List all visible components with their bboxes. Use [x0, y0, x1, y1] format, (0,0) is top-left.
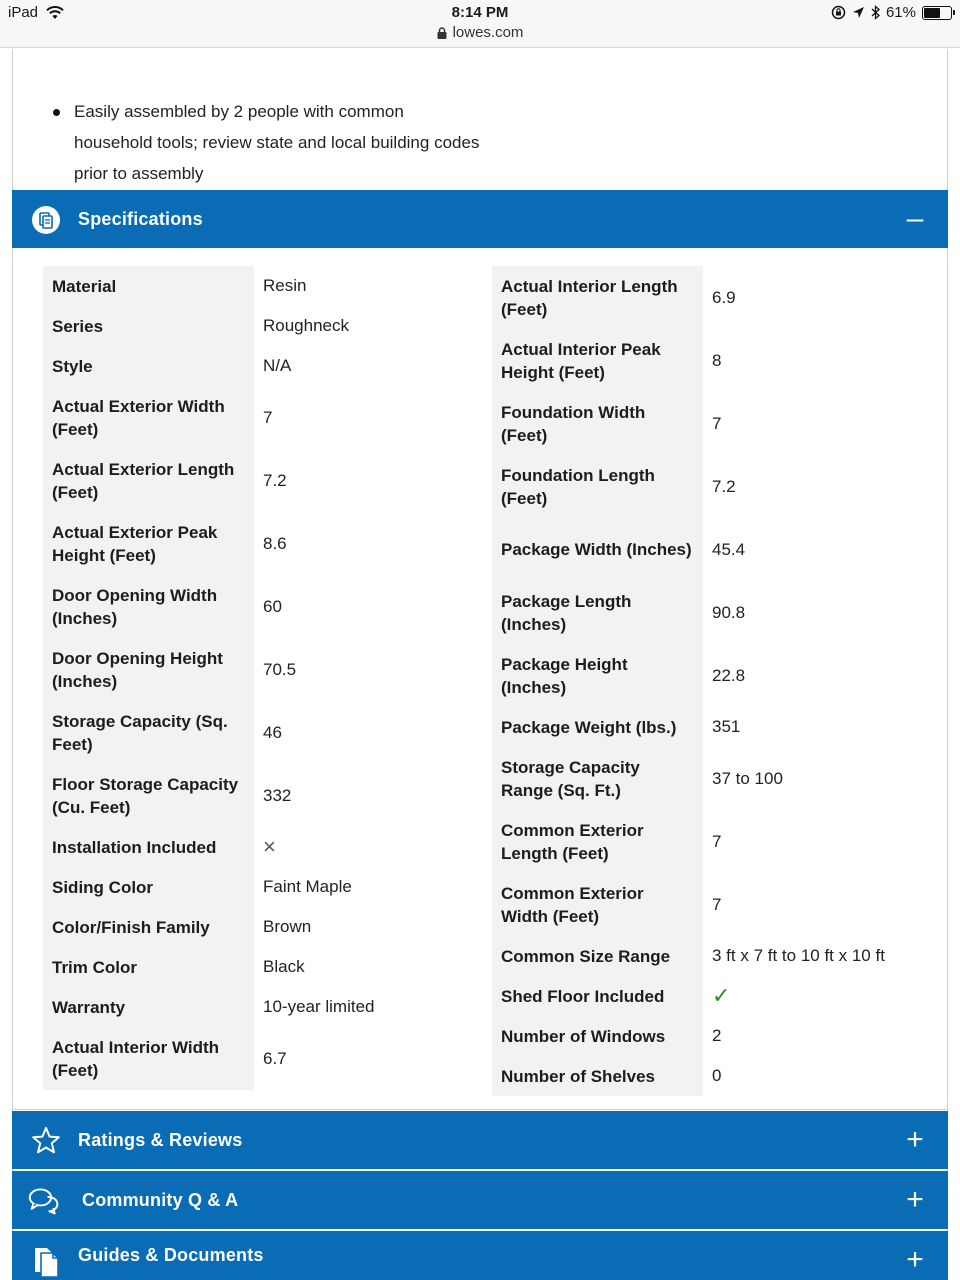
spec-value — [703, 392, 946, 455]
spec-value — [254, 701, 497, 764]
spec-label: Common Exterior Width (Feet) — [492, 873, 703, 936]
spec-label: Material — [43, 266, 254, 306]
spec-label: Actual Exterior Length (Feet) — [43, 449, 254, 512]
spec-value — [254, 449, 497, 512]
spec-label: Package Length (Inches) — [492, 581, 703, 644]
clock: 8:14 PM — [451, 4, 509, 21]
spec-row — [43, 638, 497, 701]
status-center — [0, 4, 960, 44]
spec-value-text: 46 — [263, 722, 282, 742]
spec-label: Door Opening Width (Inches) — [43, 575, 254, 638]
spec-value-text: 90.8 — [712, 602, 746, 622]
spec-row — [43, 266, 497, 306]
spec-value-text: Black — [263, 957, 305, 976]
community-qa-header[interactable] — [12, 1171, 948, 1229]
checkmark-icon: ✓ — [712, 983, 731, 1008]
spec-label: Shed Floor Included — [492, 976, 703, 1016]
spec-value-text: Resin — [263, 276, 307, 295]
spec-value — [703, 455, 946, 518]
expand-toggle[interactable]: + — [906, 1183, 924, 1216]
spec-value-text: Faint Maple — [263, 877, 352, 896]
spec-label: Floor Storage Capacity (Cu. Feet) — [43, 764, 254, 827]
spec-value-text: 3 ft x 7 ft to 10 ft x 10 ft — [712, 946, 885, 965]
spec-value-text: 7 — [712, 894, 722, 914]
spec-table-right — [492, 266, 946, 1096]
spec-value-text: 2 — [712, 1026, 722, 1045]
spec-row — [492, 1016, 946, 1056]
spec-value — [703, 329, 946, 392]
spec-label: Series — [43, 306, 254, 346]
spec-label: Common Size Range — [492, 936, 703, 976]
specifications-icon — [30, 204, 62, 236]
lock-icon — [437, 27, 447, 39]
spec-row — [492, 707, 946, 747]
specifications-header[interactable] — [12, 190, 948, 248]
spec-value-text: 7.2 — [712, 476, 736, 496]
guides-documents-header[interactable] — [12, 1231, 948, 1280]
spec-value — [254, 575, 497, 638]
spec-label: Common Exterior Length (Feet) — [492, 810, 703, 873]
spec-value — [254, 764, 497, 827]
star-icon — [30, 1125, 62, 1157]
spec-label: Style — [43, 346, 254, 386]
spec-label: Number of Windows — [492, 1016, 703, 1056]
device-name: iPad — [8, 4, 39, 21]
spec-row — [43, 701, 497, 764]
spec-label: Siding Color — [43, 867, 254, 907]
spec-row — [492, 581, 946, 644]
spec-row — [492, 1056, 946, 1096]
spec-label: Actual Interior Length (Feet) — [492, 266, 703, 329]
spec-row — [43, 947, 497, 987]
battery-icon — [922, 6, 952, 20]
spec-value-text: 7 — [263, 407, 273, 427]
spec-row — [492, 810, 946, 873]
spec-row — [492, 873, 946, 936]
spec-value — [703, 518, 946, 581]
spec-value-text: 60 — [263, 596, 282, 616]
ratings-reviews-header[interactable] — [12, 1111, 948, 1169]
specifications-title: Specifications — [78, 208, 203, 229]
spec-value — [703, 810, 946, 873]
location-icon — [852, 6, 865, 19]
spec-value — [254, 512, 497, 575]
spec-label: Actual Interior Peak Height (Feet) — [492, 329, 703, 392]
spec-label: Actual Exterior Peak Height (Feet) — [43, 512, 254, 575]
spec-row — [492, 455, 946, 518]
spec-value — [254, 638, 497, 701]
spec-value-text: Brown — [263, 917, 312, 936]
spec-value — [254, 386, 497, 449]
spec-row — [43, 575, 497, 638]
spec-table-left — [43, 266, 497, 1090]
community-qa-title: Community Q & A — [82, 1189, 239, 1210]
spec-value-text: 332 — [263, 785, 292, 805]
spec-value — [703, 936, 946, 976]
spec-value-text: 70.5 — [263, 659, 297, 679]
spec-value — [703, 707, 946, 747]
spec-value — [254, 987, 497, 1027]
spec-row — [43, 386, 497, 449]
spec-value — [254, 306, 497, 346]
spec-value — [254, 867, 497, 907]
spec-label: Color/Finish Family — [43, 907, 254, 947]
spec-value — [254, 827, 497, 867]
spec-row — [492, 644, 946, 707]
spec-value — [254, 266, 497, 306]
spec-row — [492, 518, 946, 581]
collapse-toggle[interactable]: – — [906, 202, 924, 235]
bluetooth-icon — [871, 5, 880, 20]
spec-value — [254, 947, 497, 987]
spec-label: Package Width (Inches) — [492, 518, 703, 581]
spec-row — [43, 346, 497, 386]
spec-value-text: Roughneck — [263, 316, 350, 335]
spec-label: Package Height (Inches) — [492, 644, 703, 707]
spec-value — [703, 873, 946, 936]
chat-bubbles-icon — [28, 1185, 60, 1217]
spec-value — [703, 976, 946, 1016]
expand-toggle[interactable]: + — [906, 1123, 924, 1156]
spec-row — [43, 987, 497, 1027]
documents-icon — [30, 1245, 62, 1277]
spec-value-text: 8.6 — [263, 533, 287, 553]
spec-row — [492, 936, 946, 976]
spec-row — [43, 512, 497, 575]
spec-value-text: 37 to 100 — [712, 768, 783, 788]
spec-value — [703, 266, 946, 329]
spec-value — [703, 1016, 946, 1056]
expand-toggle[interactable]: + — [906, 1243, 924, 1276]
spec-value-text: 0 — [712, 1066, 722, 1085]
url-text: lowes.com — [452, 24, 524, 41]
spec-value-text: 8 — [712, 350, 722, 370]
spec-row — [492, 266, 946, 329]
spec-row — [492, 329, 946, 392]
spec-value-text: N/A — [263, 356, 292, 375]
spec-row — [43, 1027, 497, 1090]
spec-row — [43, 907, 497, 947]
orientation-lock-icon — [831, 5, 846, 20]
spec-label: Warranty — [43, 987, 254, 1027]
spec-value — [703, 1056, 946, 1096]
list-item: Easily assembled by 2 people with common household tools; review state and local building codes prior to assembly — [41, 96, 481, 189]
spec-value — [254, 1027, 497, 1090]
spec-value-text: 7.2 — [263, 470, 287, 490]
cross-icon: × — [263, 834, 276, 859]
spec-value — [703, 747, 946, 810]
spec-row — [43, 306, 497, 346]
spec-row — [43, 449, 497, 512]
spec-value-text: 6.7 — [263, 1048, 287, 1068]
spec-label: Installation Included — [43, 827, 254, 867]
spec-row — [492, 747, 946, 810]
spec-value-text: 7 — [712, 831, 722, 851]
spec-value-text: 45.4 — [712, 539, 746, 559]
spec-value-text: 351 — [712, 717, 741, 736]
status-bar — [0, 0, 960, 48]
spec-label: Storage Capacity (Sq. Feet) — [43, 701, 254, 764]
specifications-body — [12, 248, 948, 1110]
spec-value-text: 7 — [712, 413, 722, 433]
battery-level — [924, 8, 940, 18]
spec-value-text: 6.9 — [712, 287, 736, 307]
spec-row — [43, 827, 497, 867]
spec-label: Number of Shelves — [492, 1056, 703, 1096]
ratings-reviews-title: Ratings & Reviews — [78, 1129, 243, 1150]
spec-label: Foundation Length (Feet) — [492, 455, 703, 518]
spec-label: Trim Color — [43, 947, 254, 987]
spec-value — [254, 346, 497, 386]
spec-label: Foundation Width (Feet) — [492, 392, 703, 455]
spec-row — [43, 764, 497, 827]
spec-label: Actual Interior Width (Feet) — [43, 1027, 254, 1090]
spec-value-text: 22.8 — [712, 665, 746, 685]
spec-value — [703, 581, 946, 644]
spec-label: Actual Exterior Width (Feet) — [43, 386, 254, 449]
spec-row — [492, 392, 946, 455]
spec-label: Door Opening Height (Inches) — [43, 638, 254, 701]
spec-label: Storage Capacity Range (Sq. Ft.) — [492, 747, 703, 810]
spec-label: Package Weight (lbs.) — [492, 707, 703, 747]
guides-documents-title: Guides & Documents — [78, 1245, 264, 1265]
status-right — [831, 4, 952, 21]
spec-value — [254, 907, 497, 947]
battery-percent: 61% — [885, 4, 916, 21]
spec-value — [703, 644, 946, 707]
spec-value-text: 10-year limited — [263, 997, 375, 1016]
spec-row — [43, 867, 497, 907]
spec-row — [492, 976, 946, 1016]
address-bar[interactable] — [437, 24, 524, 41]
